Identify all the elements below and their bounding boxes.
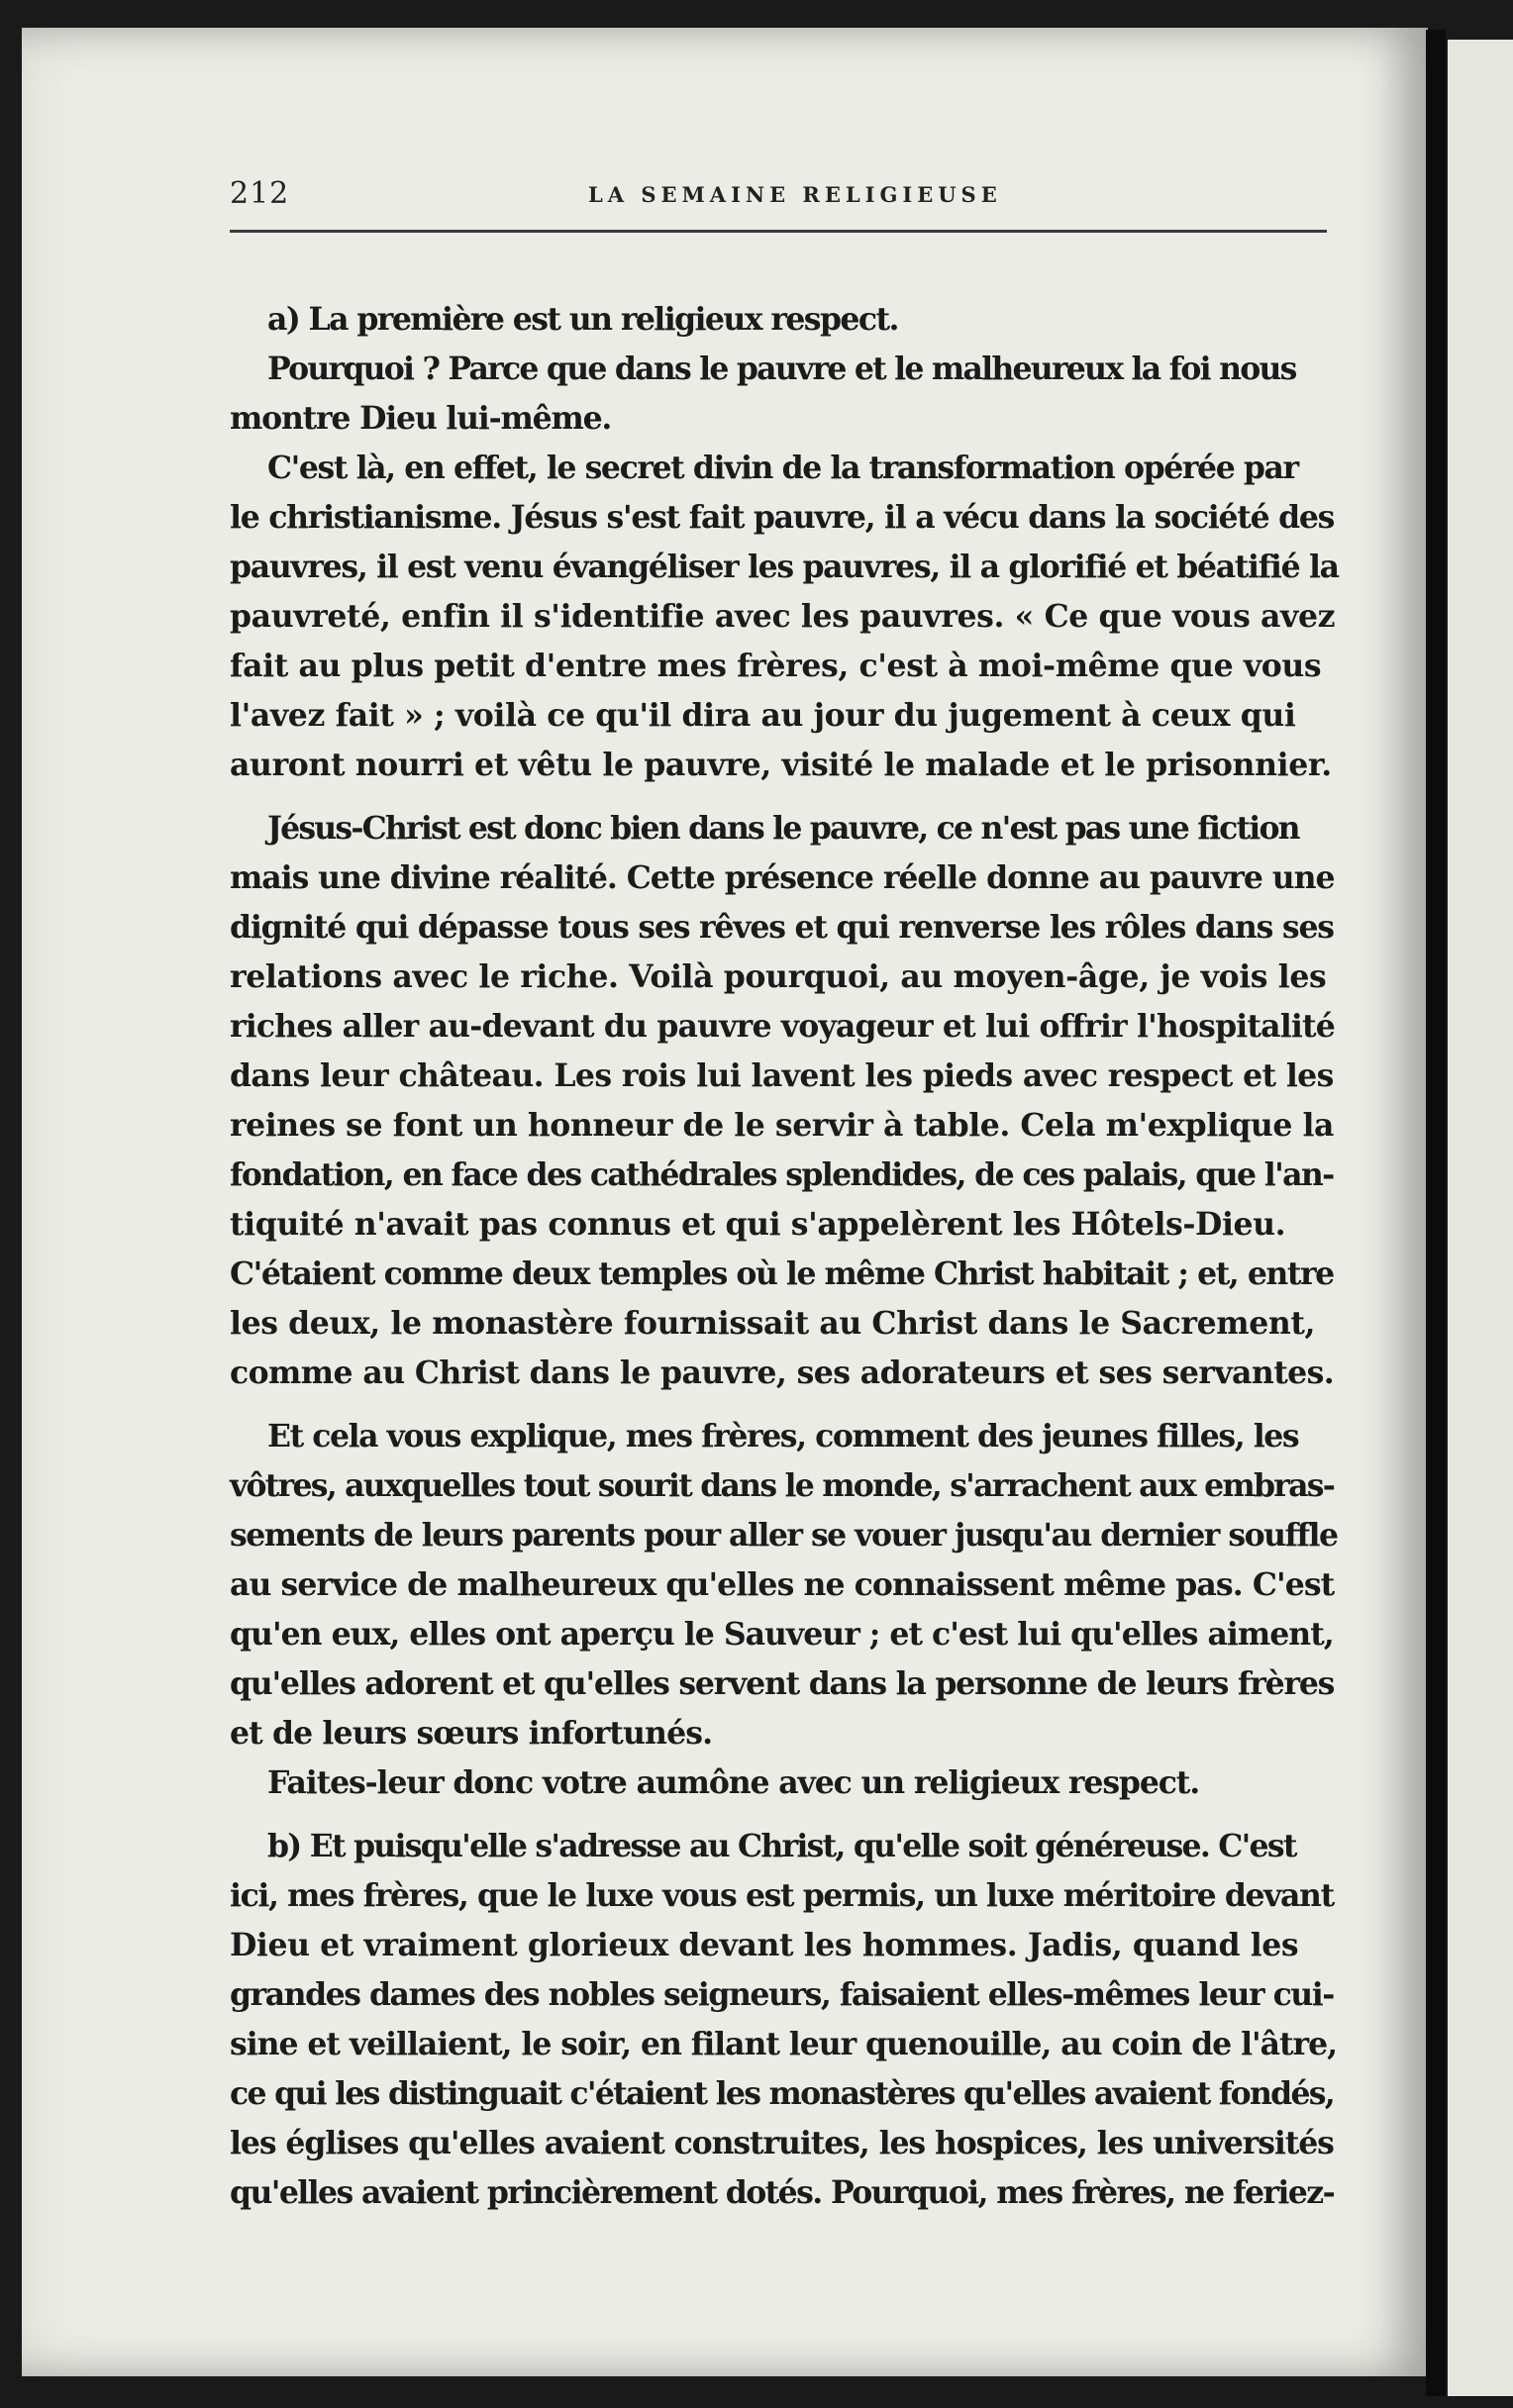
text-line: l'avez fait » ; voilà ce qu'il dira au jour du jugement à ceux qui [230, 697, 1296, 734]
paragraph-christianisme [230, 444, 1359, 790]
text-line: dignité qui dépasse tous ses rêves et qui renverse les rôles dans ses [230, 909, 1334, 946]
text-line: et de leurs sœurs infortunés. [230, 1715, 713, 1752]
book-gutter [1426, 30, 1446, 2396]
text-line: les deux, le monastère fournissait au Christ dans le Sacrement, [230, 1305, 1316, 1342]
text-line: mais une divine réalité. Cette présence réelle donne au pauvre une [230, 859, 1335, 896]
text-line: montre Dieu lui-même. [230, 400, 612, 437]
paragraph-jesus-christ [230, 804, 1359, 1398]
text-line: le christianisme. Jésus s'est fait pauvre, il a vécu dans la société des [230, 499, 1335, 536]
paragraph-jeunes-filles [230, 1412, 1359, 1758]
text-line: vôtres, auxquelles tout sourit dans le monde, s'arrachent aux embras- [230, 1467, 1335, 1504]
header-rule [230, 230, 1327, 233]
text-line: dans leur château. Les rois lui lavent les pieds avec respect et les [230, 1057, 1334, 1094]
text-line: ce qui les distinguait c'étaient les monastères qu'elles avaient fondés, [230, 2075, 1335, 2112]
facing-page-edge [1448, 40, 1513, 2396]
text-line: les églises qu'elles avaient construites, les hospices, les universités [230, 2125, 1334, 2161]
text-line: relations avec le riche. Voilà pourquoi, au moyen-âge, je vois les [230, 958, 1327, 995]
text-line: sements de leurs parents pour aller se vouer jusqu'au dernier souffle [230, 1517, 1338, 1554]
text-line: C'étaient comme deux temples où le même Christ habitait ; et, entre [230, 1255, 1334, 1292]
body-text [230, 295, 1359, 2218]
text-line: b) Et puisqu'elle s'adresse au Christ, qu'elle soit généreuse. C'est [267, 1828, 1296, 1864]
text-line: Dieu et vraiment glorieux devant les hommes. Jadis, quand les [230, 1927, 1299, 1963]
text-line: qu'elles avaient princièrement dotés. Pourquoi, mes frères, ne feriez- [230, 2174, 1335, 2211]
text-line: pauvres, il est venu évangéliser les pauvres, il a glorifié et béatifié la [230, 549, 1339, 585]
text-line: pauvreté, enfin il s'identifie avec les pauvres. « Ce que vous avez [230, 598, 1336, 635]
text-line: Faites-leur donc votre aumône avec un religieux respect. [267, 1764, 1200, 1801]
running-head [230, 176, 1329, 216]
paragraph-a-intro [230, 295, 1359, 345]
text-line: reines se font un honneur de le servir à table. Cela m'explique la [230, 1107, 1334, 1144]
text-line: sine et veillaient, le soir, en filant leur quenouille, au coin de l'âtre, [230, 2026, 1338, 2062]
text-line: au service de malheureux qu'elles ne connaissent même pas. C'est [230, 1566, 1335, 1603]
running-title: LA SEMAINE RELIGIEUSE [588, 182, 1002, 207]
text-line: a) La première est un religieux respect. [267, 301, 898, 338]
text-line: Pourquoi ? Parce que dans le pauvre et le malheureux la foi nous [267, 351, 1296, 387]
text-line: riches aller au-devant du pauvre voyageur et lui offrir l'hospitalité [230, 1008, 1335, 1045]
text-line: tiquité n'avait pas connus et qui s'appelèrent les Hôtels-Dieu. [230, 1206, 1286, 1243]
paragraph-faites-leur [230, 1758, 1359, 1808]
text-line: fait au plus petit d'entre mes frères, c'est à moi-même que vous [230, 648, 1322, 684]
text-line: comme au Christ dans le pauvre, ses adorateurs et ses servantes. [230, 1354, 1335, 1391]
text-line: C'est là, en effet, le secret divin de la transformation opérée par [267, 450, 1298, 486]
text-line: qu'en eux, elles ont aperçu le Sauveur ; et c'est lui qu'elles aiment, [230, 1616, 1334, 1653]
text-line: Et cela vous explique, mes frères, comment des jeunes filles, les [267, 1418, 1299, 1455]
page-number: 212 [230, 176, 290, 211]
text-line: qu'elles adorent et qu'elles servent dans la personne de leurs frères [230, 1665, 1335, 1702]
text-line: Jésus-Christ est donc bien dans le pauvre, ce n'est pas une fiction [267, 810, 1299, 847]
paragraph-gap [230, 1398, 1359, 1412]
text-line: fondation, en face des cathédrales splendides, de ces palais, que l'an- [230, 1156, 1334, 1193]
paragraph-gap [230, 790, 1359, 804]
paragraph-gap [230, 1808, 1359, 1822]
paragraph-b-genereuse [230, 1822, 1359, 2218]
text-line: ici, mes frères, que le luxe vous est permis, un luxe méritoire devant [230, 1877, 1334, 1914]
paragraph-pourquoi [230, 345, 1359, 444]
text-line: grandes dames des nobles seigneurs, faisaient elles-mêmes leur cui- [230, 1976, 1334, 2013]
text-line: auront nourri et vêtu le pauvre, visité le malade et le prisonnier. [230, 747, 1332, 783]
